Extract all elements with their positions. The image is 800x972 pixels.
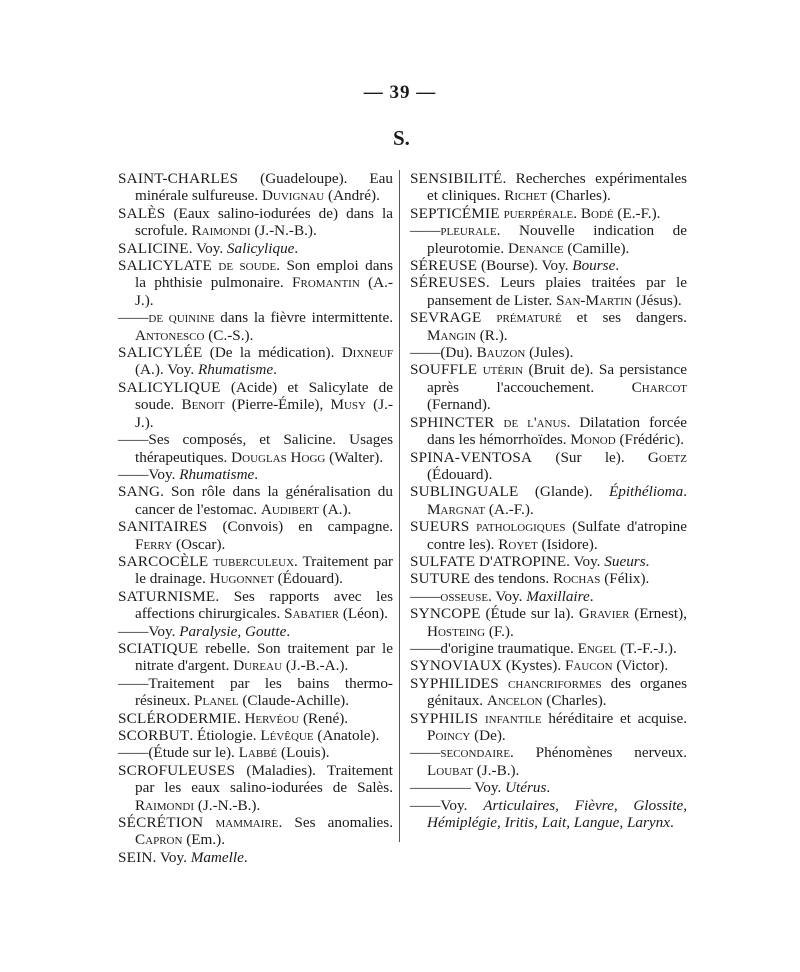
entry-author: tuberculeux	[208, 552, 295, 570]
entry-text: (Jésus).	[631, 291, 682, 309]
entry-text: .	[254, 465, 259, 483]
entry-text: (E.-F.).	[613, 204, 661, 222]
entry-headword: SALÈS	[118, 204, 166, 222]
entry-text: (Louis).	[277, 744, 330, 762]
entry-text: Voy.	[148, 465, 180, 483]
entry-text: rebelle. Son traitement par le nitrate d'argent.	[135, 639, 393, 675]
index-entry	[410, 675, 687, 710]
index-entry	[410, 640, 687, 657]
entry-headword: SALICINE	[118, 239, 189, 257]
entry-author: Monod	[570, 431, 616, 449]
entry-text: (Sur le).	[532, 448, 648, 466]
entry-headword: SALICYLATE	[118, 257, 212, 275]
entry-author: osseuse	[440, 587, 489, 605]
entry-text: (André).	[324, 187, 380, 205]
entry-text: (Eaux salino-iodurées de) dans la scrofule.	[135, 204, 393, 240]
entry-crossref: Épithélioma	[608, 483, 684, 501]
entry-text: (Kystes).	[502, 657, 565, 675]
entry-text: . Dilatation forcée dans les hémorrhoïdes.	[427, 413, 687, 449]
entry-crossref: Utérus	[505, 779, 547, 797]
entry-text: (Pierre-Émile),	[224, 396, 331, 414]
entry-text: . Nouvelle indication de pleurotomie.	[427, 222, 687, 257]
entry-headword: SPHINCTER	[410, 413, 495, 431]
index-entry	[118, 170, 393, 205]
entry-headword: SALICYLÉE	[118, 344, 203, 362]
entry-headword: SULFATE	[410, 552, 476, 570]
entry-author: Rochas	[552, 570, 601, 588]
entry-text: (Bruit de). Sa persistance après l'accouchement.	[427, 361, 688, 396]
entry-crossref: Articulaires, Fièvre, Glossite, Hémiplégie, Iritis, Lait, Langue, Larynx	[427, 796, 688, 832]
entry-author: San-Martin	[556, 291, 632, 309]
entry-text: . Étiologie.	[189, 727, 261, 744]
entry-text: (T.-F.-J.).	[616, 639, 677, 657]
index-entry	[410, 257, 687, 274]
index-entry	[118, 744, 393, 761]
entry-headword: SANITAIRES	[118, 518, 208, 536]
index-entry	[118, 623, 393, 640]
entry-text: (Jules).	[525, 344, 574, 362]
entry-headword: SÉREUSES	[410, 274, 486, 292]
index-entry	[410, 361, 687, 413]
index-entry	[410, 779, 687, 796]
entry-text: .	[573, 204, 581, 222]
entry-headword: SYNCOPE	[410, 605, 481, 623]
index-entry	[118, 518, 393, 553]
entry-headword: SCORBUT	[118, 727, 190, 744]
entry-crossref: Paralysie, Goutte	[179, 622, 287, 640]
entry-author: de soude	[211, 257, 277, 275]
entry-headword: SANG	[118, 483, 161, 501]
entry-text: .	[294, 239, 299, 257]
index-entry	[118, 309, 393, 344]
entry-text: (Fernand).	[427, 396, 491, 414]
index-entry	[118, 553, 393, 588]
index-entry	[118, 640, 393, 675]
entry-headword: SYNOVIAUX	[410, 657, 503, 675]
entry-crossref: Salicylique	[226, 239, 295, 257]
entry-author: Planel	[194, 692, 239, 710]
entry-crossref: Bourse	[572, 257, 616, 275]
entry-text: (Camille).	[563, 239, 630, 257]
entry-crossref: Rhumatisme	[198, 361, 274, 379]
entry-crossref: Sueurs	[604, 552, 646, 570]
index-entry	[118, 727, 393, 744]
entry-author: Goetz	[647, 448, 687, 466]
entry-text: (Léon).	[339, 605, 388, 623]
entry-text: (De la médication).	[202, 344, 342, 362]
entry-text: Ses composés, et Salicine. Usages thérapeutiques.	[135, 431, 393, 466]
entry-text: (René).	[299, 709, 349, 727]
entry-author: de quinine	[148, 309, 215, 327]
index-entry	[118, 814, 393, 849]
entry-text: . Ses anomalies.	[278, 814, 394, 832]
entry-author: Ancelon	[486, 692, 543, 710]
index-entry	[410, 222, 687, 257]
index-entry	[410, 309, 687, 344]
index-entry	[410, 744, 687, 779]
index-entry	[118, 675, 393, 710]
column-divider	[399, 170, 400, 842]
entry-text: (Victor).	[612, 657, 669, 675]
entry-text: (J.-N.-B.).	[194, 796, 261, 814]
entry-text: héréditaire et acquise.	[541, 709, 687, 727]
index-entry	[118, 588, 393, 623]
index-entry	[410, 449, 687, 484]
entry-text: .	[589, 587, 594, 605]
entry-text: . Son emploi dans la phthisie pulmonaire.	[135, 257, 393, 292]
entry-author: Labbé	[238, 744, 278, 762]
entry-author: Dureau	[233, 657, 283, 675]
entry-text: des organes génitaux.	[427, 674, 687, 710]
entry-text: dans la fièvre intermittente.	[214, 309, 394, 327]
entry-text: .	[683, 483, 687, 501]
entry-headword: SUEURS	[410, 518, 470, 536]
entry-text: (De).	[470, 727, 506, 744]
entry-text: (Charles).	[546, 187, 611, 205]
index-entry	[118, 257, 393, 309]
entry-headword: SEPTICÉMIE	[410, 204, 500, 222]
entry-text: des tendons.	[470, 570, 553, 588]
entry-text: . Voy.	[152, 848, 191, 866]
entry-headword: SAINT-CHARLES	[118, 170, 239, 187]
entry-author: Mangin	[427, 326, 476, 344]
entry-text: (C.-S.).	[204, 326, 254, 344]
section-letter: S.	[393, 126, 410, 150]
entry-text: (Étude sur le).	[148, 744, 239, 762]
entry-text: (Oscar).	[172, 535, 226, 553]
entry-text: . Phénomènes nerveux.	[510, 744, 687, 762]
entry-text: (J.-J.).	[135, 396, 394, 431]
index-entry	[118, 205, 393, 240]
entry-text: .	[670, 814, 674, 832]
entry-headword: SOUFFLE	[410, 361, 478, 379]
entry-text: Traitement par les bains thermo-résineux.	[135, 674, 393, 710]
entry-text: (A.). Voy.	[135, 361, 199, 379]
entry-author: Denance	[507, 239, 564, 257]
entry-text: . Traitement par le drainage.	[135, 552, 393, 588]
index-entry	[410, 657, 687, 674]
entry-headword: SCIATIQUE	[118, 639, 199, 657]
entry-text: . Son rôle dans la généralisation du cancer de l'estomac.	[135, 483, 393, 518]
entry-author: Duvignau	[261, 187, 325, 205]
index-entry	[410, 344, 687, 361]
entry-text: .	[243, 848, 248, 866]
entry-author: Capron	[135, 831, 183, 849]
entry-author: Raimondi	[135, 796, 195, 814]
entry-text: Voy.	[148, 622, 180, 640]
entry-text: (Walter).	[325, 448, 384, 466]
entry-crossref: Rhumatisme	[179, 465, 255, 483]
entry-author: Dixneuf	[341, 344, 393, 362]
entry-text: (Félix).	[600, 570, 650, 588]
index-entry	[410, 588, 687, 605]
entry-author: utérin	[477, 361, 524, 379]
entry-author: Charcot	[631, 378, 687, 396]
index-entry	[410, 553, 687, 570]
entry-author: Royet	[498, 535, 538, 553]
entry-text: (Charles).	[542, 692, 607, 710]
entry-author: Hugonnet	[209, 570, 274, 588]
entry-headword: SEIN	[118, 848, 153, 866]
entry-text: (Édouard).	[427, 465, 493, 483]
entry-headword: SCROFULEUSES	[118, 761, 236, 779]
index-entry	[118, 710, 393, 727]
entry-text: . Voy.	[188, 239, 227, 257]
entry-text: (Étude sur la).	[480, 605, 579, 623]
entry-headword: SEVRAGE	[410, 309, 482, 327]
entry-text: (Glande).	[518, 483, 609, 501]
entry-text: (Em.).	[182, 831, 226, 849]
index-entry	[410, 205, 687, 222]
entry-author: Sabatier	[284, 605, 340, 623]
index-entry	[410, 710, 687, 745]
right-column	[410, 170, 687, 831]
entry-author: mammaire	[203, 814, 279, 832]
entry-author: pleurale	[440, 222, 497, 240]
entry-headword: SENSIBILITÉ	[410, 170, 503, 187]
entry-author: prématuré	[481, 309, 562, 327]
entry-author: Raimondi	[191, 222, 251, 240]
entry-author: Douglas Hogg	[231, 448, 326, 466]
entry-author: Benoit	[181, 396, 225, 414]
entry-author: Faucon	[564, 657, 613, 675]
entry-text: et ses dangers.	[561, 309, 687, 327]
entry-text: (Acide) et Salicylate de soude.	[135, 378, 393, 414]
entry-text: (Isidore).	[537, 535, 598, 553]
entry-text: (J.-N.-B.).	[250, 222, 317, 240]
entry-text: (Maladies). Traitement par les eaux salino-iodurées de Salès.	[135, 761, 393, 797]
entry-author: Loubat	[427, 761, 473, 779]
entry-author: Richet	[504, 187, 547, 205]
entry-text: (J.-B.-A.).	[282, 657, 349, 675]
entry-author: Ferry	[135, 535, 173, 553]
entry-text: .	[645, 552, 650, 570]
index-entry	[118, 466, 393, 483]
entry-author: Hervéou	[244, 709, 300, 727]
entry-author: Bauzon	[476, 344, 526, 362]
index-entry	[118, 344, 393, 379]
index-entry	[118, 762, 393, 814]
entry-text: (Du).	[440, 344, 477, 362]
entry-text: (R.).	[475, 326, 508, 344]
index-entry	[410, 570, 687, 587]
entry-author: Bodé	[580, 204, 614, 222]
entry-text: Voy.	[440, 796, 484, 814]
entry-headword: SYPHILIDES	[410, 674, 499, 692]
entry-text: d'origine traumatique.	[440, 639, 578, 657]
entry-headword: SUTURE	[410, 570, 471, 588]
entry-text: (Sulfate d'atropine contre les).	[427, 518, 687, 553]
entry-author: Hosteing	[427, 622, 486, 640]
entry-text: (Frédéric).	[615, 431, 684, 449]
entry-text: . Leurs plaies traitées par le pansement de Lister.	[427, 274, 687, 309]
index-entry	[410, 518, 687, 553]
entry-author: Poincy	[427, 727, 471, 744]
entry-text: (J.-B.).	[472, 761, 520, 779]
entry-text: .	[273, 361, 277, 379]
entry-text: . Recherches expérimentales et cliniques.	[427, 170, 687, 205]
index-entry	[410, 483, 687, 518]
entry-author: Audibert	[260, 500, 319, 518]
index-entry	[118, 431, 393, 466]
entry-text: . Ses rapports avec les affections chirurgicales.	[135, 587, 393, 623]
entry-author: Engel	[577, 639, 617, 657]
entry-text: (Ernest),	[629, 605, 687, 623]
index-entry	[410, 414, 687, 449]
entry-headword: SALICYLIQUE	[118, 378, 221, 396]
entry-headword: SPINA-VENTOSA	[410, 448, 533, 466]
entry-headword: SYPHILIS	[410, 709, 479, 727]
index-entry	[410, 605, 687, 640]
index-entry	[118, 240, 393, 257]
entry-author: secondaire	[440, 744, 511, 762]
entry-text: —— Voy.	[440, 779, 506, 797]
entry-headword: SÉREUSE	[410, 257, 478, 275]
index-entry	[118, 849, 393, 866]
entry-headword: SARCOCÈLE	[118, 552, 209, 570]
entry-headword: SCLÉRODERMIE	[118, 709, 237, 727]
index-entry	[410, 274, 687, 309]
entry-text: (Claude-Achille).	[238, 692, 350, 710]
entry-author: Musy	[330, 396, 366, 414]
entry-author: Fromantin	[292, 274, 360, 292]
entry-text: (Guadeloupe). Eau minérale sulfureuse.	[135, 170, 393, 205]
entry-crossref: Mamelle	[190, 848, 244, 866]
entry-crossref: Maxillaire	[526, 587, 590, 605]
entry-text: (Convois) en campagne.	[207, 518, 393, 536]
page-number: — 39 —	[363, 82, 437, 103]
entry-text: (Édouard).	[273, 570, 343, 588]
index-entry	[118, 379, 393, 431]
entry-text: (Bourse). Voy.	[477, 257, 573, 275]
entry-text: .	[236, 709, 245, 727]
entry-author: pathologiques	[469, 518, 566, 536]
entry-text: D'ATROPINE. Voy.	[475, 552, 605, 570]
entry-text: (F.).	[485, 622, 514, 640]
entry-author: Antonesco	[135, 326, 205, 344]
entry-text: (A.-J.).	[135, 274, 394, 309]
index-entry	[410, 797, 687, 832]
entry-author: puerpérale	[499, 204, 574, 222]
left-column	[118, 170, 393, 866]
entry-author: Lévêque	[260, 727, 314, 744]
entry-author: de l'anus	[494, 413, 567, 431]
entry-author: Gravier	[578, 605, 630, 623]
entry-text: (A.).	[318, 500, 352, 518]
entry-text: .	[546, 779, 551, 797]
entry-text: .	[615, 257, 620, 275]
entry-text: . Voy.	[488, 587, 527, 605]
entry-headword: SÉCRÉTION	[118, 814, 204, 832]
entry-author: infantile	[478, 709, 542, 727]
index-entry	[118, 483, 393, 518]
entry-text: (A.-F.).	[485, 500, 534, 518]
entry-author: chancriformes	[498, 674, 602, 692]
entry-text: .	[286, 622, 291, 640]
entry-author: Margnat	[427, 500, 486, 518]
entry-headword: SUBLINGUALE	[410, 483, 519, 501]
entry-text: (Anatole).	[313, 727, 380, 744]
entry-headword: SATURNISME	[118, 587, 216, 605]
index-entry	[410, 170, 687, 205]
